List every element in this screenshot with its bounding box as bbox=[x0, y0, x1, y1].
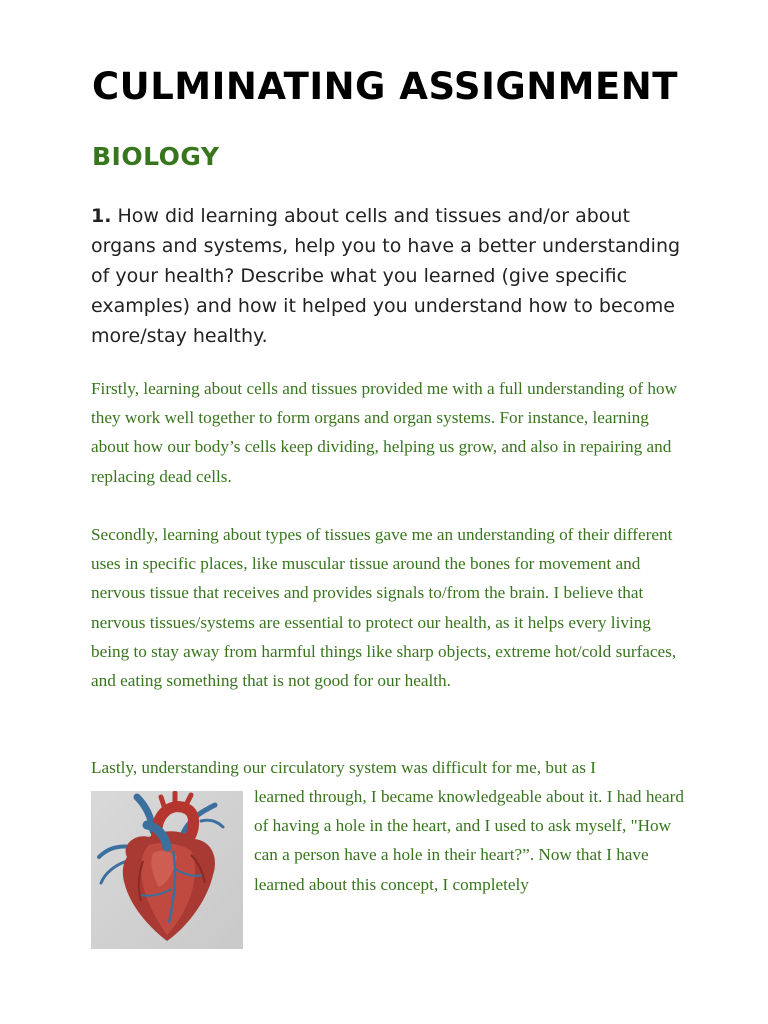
answer-paragraph-3-first-line: Lastly, understanding our circulatory system was difficult for me, but as I bbox=[91, 758, 596, 777]
answer-paragraph-3-continued: learned through, I became knowledgeable about it. I had heard of having a hole in the heart, and I used to ask myself, "How can a person have a hole in their heart?”. Now that I have learned about this concept, I completely bbox=[254, 787, 684, 894]
question-number: 1. bbox=[91, 205, 112, 227]
question-text: How did learning about cells and tissues and/or about organs and systems, help you to have a better understanding of your health? Describe what you learned (give specific examples) and how it helped you understand how to become more/stay healthy. bbox=[91, 205, 681, 347]
answer-paragraph-2: Secondly, learning about types of tissues gave me an understanding of their different uses in specific places, like muscular tissue around the bones for movement and nervous tissue that receives and provides signals to/from the brain. I believe that nervous tissues/systems are essential to protect our health, as it helps every living being to stay away from harmful things like sharp objects, extreme hot/cold surfaces, and eating something that is not good for our health. bbox=[91, 525, 677, 691]
anatomical-heart-icon bbox=[91, 791, 243, 949]
subject-heading: BIOLOGY bbox=[92, 142, 220, 171]
heart-image bbox=[91, 791, 243, 949]
question-block bbox=[91, 201, 691, 351]
page-title: CULMINATING ASSIGNMENT bbox=[92, 65, 678, 108]
answer-paragraph-1: Firstly, learning about cells and tissues provided me with a full understanding of how they work well together to form organs and organ systems. For instance, learning about how our body’s cells keep dividing, helping us grow, and also in repairing and replacing dead cells. bbox=[91, 379, 678, 486]
